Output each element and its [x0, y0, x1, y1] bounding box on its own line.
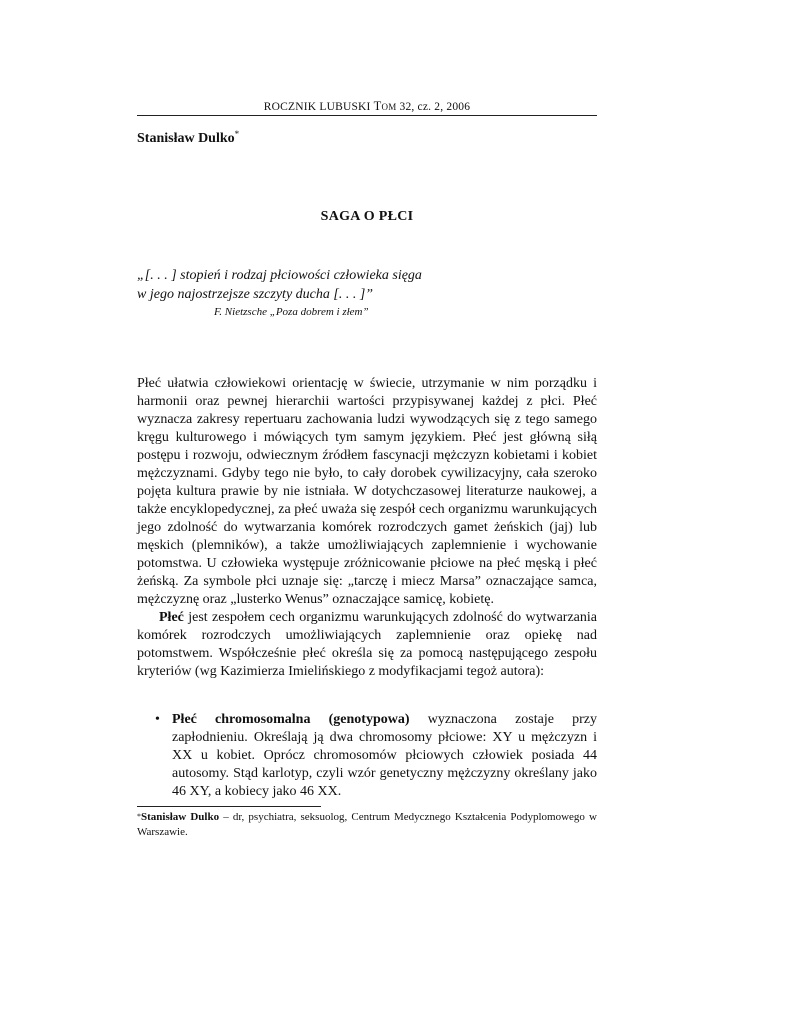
volume-label: Tom — [373, 99, 397, 113]
epigraph-source: F. Nietzsche „Poza dobrem i złem” — [214, 306, 369, 318]
running-head — [137, 99, 597, 114]
list-item-term: Płeć chromosomalna (genotypowa) — [172, 712, 410, 727]
header-rule — [137, 115, 597, 116]
epigraph-line-2: w jego najostrzejsze szczyty ducha [. . . ]” — [137, 287, 374, 302]
body-text — [137, 375, 597, 681]
author-name: Stanisław Dulko — [137, 131, 235, 146]
issue-info: 32, cz. 2, 2006 — [399, 101, 471, 113]
author-line — [137, 131, 239, 147]
footnote-text: – dr, psychiatra, seksuolog, Centrum Medycznego Kształcenia Podyplomowego w Warszawie. — [137, 811, 597, 838]
journal-name: ROCZNIK LUBUSKI — [263, 101, 371, 113]
epigraph — [137, 266, 597, 319]
paragraph-2-term: Płeć — [159, 610, 184, 625]
article-title: SAGA O PŁCI — [320, 209, 414, 224]
footnote — [137, 810, 597, 840]
footnote-rule — [137, 806, 321, 807]
epigraph-line-1: „[. . . ] stopień i rodzaj płciowości człowieka sięga — [137, 268, 422, 283]
bullet-icon: • — [155, 712, 160, 727]
list-item — [155, 711, 597, 801]
footnote-name: Stanisław Dulko — [141, 811, 220, 823]
paragraph-2 — [137, 609, 597, 681]
list-item-text: wyznaczona zostaje przy zapłodnieniu. Określają ją dwa chromosomy płciowe: XY u mężczyzn i XX u kobiet. Oprócz chromosomów płciowych człowiek posiada 44 autosomy. Stąd karlotyp, czyli wzór genetyczny mężczyzny określany jako 46 XY, a kobiecy jako 46 XX. — [172, 712, 597, 799]
paragraph-1: Płeć ułatwia człowiekowi orientację w świecie, utrzymanie w nim porządku i harmonii oraz pewnej hierarchii wartości przypisywanej każdej z płci. Płeć wyznacza zakresy repertuaru zachowania ludzi wywodzących się z tego samego kręgu kulturowego i mówiących tym samym językiem. Płeć jest główną siłą postępu i rozwoju, odwiecznym źródłem fascynacji mężczyzn kobietami i kobiet mężczyznami. Gdyby tego nie było, to cały dorobek cywilizacyjny, cała szeroko pojęta kultura prawie by nie istniała. W dotychczasowej literaturze naukowej, a także encyklopedycznej, za płeć uważa się zespół cech organizmu warunkujących jego zdolność do wytwarzania komórek rozrodczych gamet żeńskich (jaj) lub męskich (plemników), a także umożliwiających zaplemnienie i wychowanie potomstwa. U człowieka występuje zróżnicowanie płciowe na płeć męską i płeć żeńską. Za symbole płci uznaje się: „tarczę i miecz Marsa” oznaczające samca, mężczyznę oraz „lusterko Wenus” oznaczające samicę, kobietę. — [137, 376, 597, 607]
paragraph-2-text: jest zespołem cech organizmu warunkujących zdolność do wytwarzania komórek rozrodczych umożliwiających zaplemnienie oraz opiekę nad potomstwem. Współcześnie płeć określa się za pomocą następującego zespołu kryteriów (wg Kazimierza Imielińskiego z modyfikacjami tegoż autora): — [137, 610, 597, 679]
author-footnote-mark: * — [234, 129, 240, 139]
footnote-mark: * — [137, 812, 141, 821]
criteria-list — [155, 711, 597, 801]
